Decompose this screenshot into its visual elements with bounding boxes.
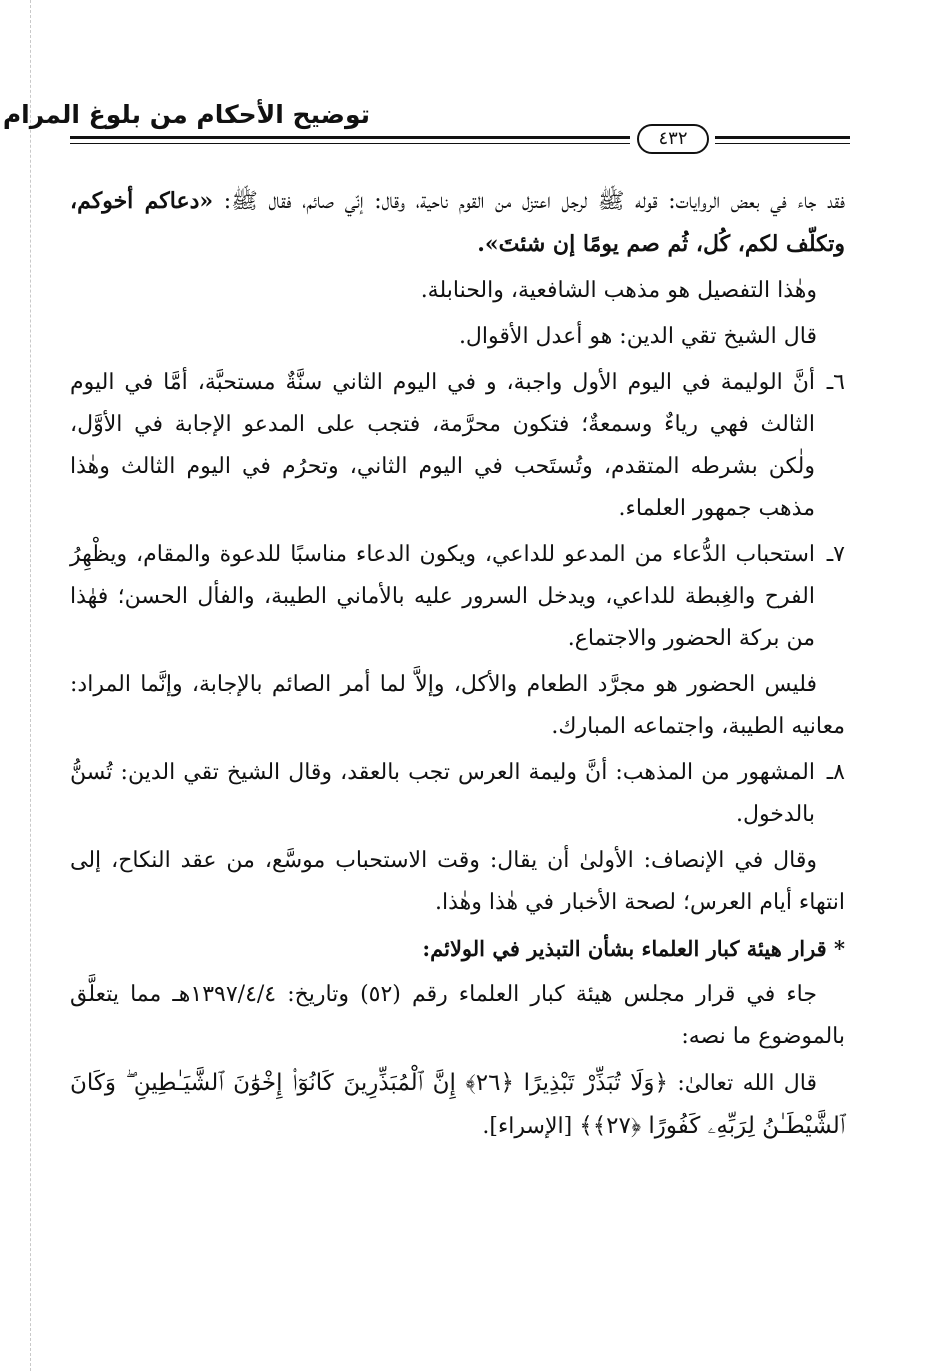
item-number-7: ٧ـ: [826, 542, 845, 567]
paragraph-7: [70, 1062, 845, 1148]
running-title: توضيح الأحكام من بلوغ المرام: [2, 100, 370, 129]
item-text-6: أنَّ الوليمة في اليوم الأول واجبة، و في اليوم الثاني سنَّةٌ مستحبَّة، أمَّا في اليوم الثالث فهي رياءٌ وسمعةٌ؛ فتكون محرَّمة، فتجب على المدعو الإجابة في الأوَّل، ولٰكن بشرطه المتقدم، وتُستَحب في اليوم الثاني، وتحرُم في اليوم الثالث وهٰذا مذهب جمهور العلماء.: [70, 370, 815, 521]
item-number-8: ٨ـ: [826, 760, 845, 785]
section-heading: * قرار هيئة كبار العلماء بشأن التبذير في الولائم:: [422, 936, 845, 961]
list-item-7: [70, 534, 845, 660]
item-number-6: ٦ـ: [826, 370, 845, 395]
list-item-6: [70, 362, 845, 530]
page-edge-line: [30, 0, 31, 1371]
paragraph-7-intro: قال الله تعالىٰ:: [668, 1071, 817, 1096]
item-text-7: استحباب الدُّعاء من المدعو للداعي، ويكون الدعاء مناسبًا للدعوة والمقام، ويظْهِرُ الفرح والغِبطة للداعي، ويدخل السرور عليه بالأماني الطيبة، والفأل الحسن؛ فهٰذا من بركة الحضور والاجتماع.: [70, 542, 815, 651]
page-body: [70, 180, 845, 1152]
quran-verse: ﴿وَلَا تُبَذِّرْ تَبْذِيرًا ﴿٢٦﴾ إِنَّ ٱلْمُبَذِّرِينَ كَانُوٓا۟ إِخْوَٰنَ ٱلشَّيَـٰطِينِ ۖ وَكَانَ ٱلشَّيْطَـٰنُ لِرَبِّهِۦ كَفُورًا ﴿٢٧﴾﴾: [70, 1070, 845, 1139]
paragraph-1-text: فقد جاء في بعض الروايات: قوله ﷺ لرجل اعتزل من القوم ناحية، وقال: إنّي صائم، فقال ﷺ:: [213, 189, 845, 214]
header-rule-right: [715, 136, 850, 148]
paragraph-1: [70, 180, 845, 266]
paragraph-2: وهٰذا التفصيل هو مذهب الشافعية، والحنابلة.: [420, 278, 817, 303]
list-item-8: [70, 752, 845, 836]
paragraph-3: قال الشيخ تقي الدين: هو أعدل الأقوال.: [458, 324, 817, 349]
paragraph-6: جاء في قرار مجلس هيئة كبار العلماء رقم (٥٢) وتاريخ: ١٣٩٧/٤/٤هـ مما يتعلَّق بالموضوع ما نصه:: [70, 982, 845, 1049]
quran-reference: [الإسراء].: [482, 1114, 580, 1139]
page-header: [2, 90, 850, 170]
paragraph-5: وقال في الإنصاف: الأولىٰ أن يقال: وقت الاستحباب موسَّع، من عقد النكاح، إلى انتهاء أيام العرس؛ لصحة الأخبار في هٰذا وهٰذا.: [70, 848, 845, 915]
hadith-quote: «دعاكم أخوكم، وتكلّف لكم، كُل، ثُم صم يومًا إن شئتَ».: [70, 188, 845, 257]
header-rule-left: [70, 136, 630, 148]
item-text-8: المشهور من المذهب: أنَّ وليمة العرس تجب بالعقد، وقال الشيخ تقي الدين: تُسنُّ بالدخول.: [70, 760, 815, 827]
page-number: ٤٣٢: [637, 124, 709, 154]
paragraph-4: فليس الحضور هو مجرَّد الطعام والأكل، وإلاَّ لما أمر الصائم بالإجابة، وإنَّما المراد: معانيه الطيبة، واجتماعه المبارك.: [70, 672, 845, 739]
